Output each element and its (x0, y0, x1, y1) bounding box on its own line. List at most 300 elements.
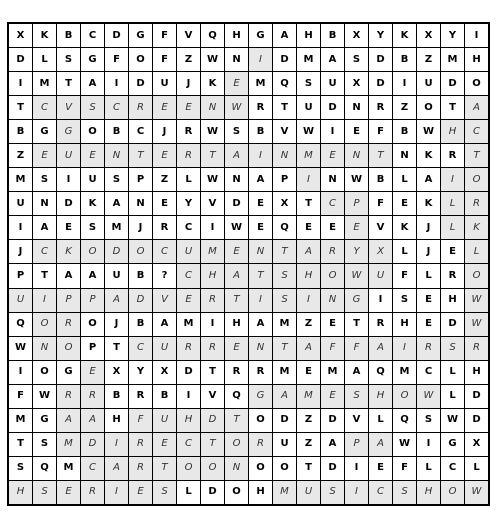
letter-cell[interactable]: I (393, 337, 416, 360)
letter-cell[interactable]: E (33, 144, 56, 167)
letter-cell[interactable]: U (9, 289, 32, 312)
letter-cell[interactable]: S (33, 481, 56, 504)
letter-cell[interactable]: J (129, 216, 152, 239)
letter-cell[interactable]: W (201, 48, 224, 71)
letter-cell[interactable]: D (441, 313, 464, 336)
letter-cell[interactable]: Q (393, 409, 416, 432)
letter-cell[interactable]: H (441, 120, 464, 143)
letter-cell[interactable]: H (369, 385, 392, 408)
letter-cell[interactable]: M (273, 481, 296, 504)
letter-cell[interactable]: O (465, 72, 488, 95)
letter-cell[interactable]: W (417, 385, 440, 408)
letter-cell[interactable]: I (105, 433, 128, 456)
letter-cell[interactable]: O (129, 48, 152, 71)
letter-cell[interactable]: J (177, 72, 200, 95)
letter-cell[interactable]: W (465, 289, 488, 312)
letter-cell[interactable]: D (105, 24, 128, 47)
letter-cell[interactable]: O (81, 313, 104, 336)
letter-cell[interactable]: I (105, 72, 128, 95)
letter-cell[interactable]: R (201, 337, 224, 360)
letter-cell[interactable]: Z (297, 409, 320, 432)
letter-cell[interactable]: A (225, 264, 248, 287)
letter-cell[interactable]: Z (297, 433, 320, 456)
letter-cell[interactable]: I (369, 289, 392, 312)
letter-cell[interactable]: O (225, 481, 248, 504)
letter-cell[interactable]: B (129, 264, 152, 287)
letter-cell[interactable]: S (153, 481, 176, 504)
letter-cell[interactable]: O (393, 385, 416, 408)
letter-cell[interactable]: F (153, 24, 176, 47)
letter-cell[interactable]: Q (225, 385, 248, 408)
letter-cell[interactable]: R (225, 361, 248, 384)
letter-cell[interactable]: K (393, 216, 416, 239)
letter-cell[interactable]: F (393, 457, 416, 480)
letter-cell[interactable]: O (33, 361, 56, 384)
letter-cell[interactable]: O (249, 409, 272, 432)
letter-cell[interactable]: W (465, 481, 488, 504)
letter-cell[interactable]: R (177, 120, 200, 143)
letter-cell[interactable]: Q (201, 24, 224, 47)
letter-cell[interactable]: N (321, 289, 344, 312)
letter-cell[interactable]: I (57, 168, 80, 191)
letter-cell[interactable]: U (297, 481, 320, 504)
letter-cell[interactable]: B (393, 48, 416, 71)
letter-cell[interactable]: N (225, 48, 248, 71)
letter-cell[interactable]: M (201, 240, 224, 263)
letter-cell[interactable]: N (201, 96, 224, 119)
letter-cell[interactable]: Z (297, 313, 320, 336)
letter-cell[interactable]: B (153, 385, 176, 408)
letter-cell[interactable]: L (417, 457, 440, 480)
letter-cell[interactable]: D (201, 409, 224, 432)
letter-cell[interactable]: C (129, 337, 152, 360)
letter-cell[interactable]: E (321, 385, 344, 408)
letter-cell[interactable]: A (81, 72, 104, 95)
letter-cell[interactable]: W (225, 216, 248, 239)
letter-cell[interactable]: M (9, 168, 32, 191)
letter-cell[interactable]: L (369, 409, 392, 432)
letter-cell[interactable]: M (273, 313, 296, 336)
letter-cell[interactable]: A (417, 168, 440, 191)
letter-cell[interactable]: E (345, 216, 368, 239)
letter-cell[interactable]: F (9, 385, 32, 408)
letter-cell[interactable]: C (33, 240, 56, 263)
letter-cell[interactable]: A (153, 313, 176, 336)
letter-cell[interactable]: H (177, 409, 200, 432)
letter-cell[interactable]: S (273, 289, 296, 312)
letter-cell[interactable]: J (417, 216, 440, 239)
letter-cell[interactable]: X (345, 24, 368, 47)
letter-cell[interactable]: O (57, 337, 80, 360)
letter-cell[interactable]: U (273, 433, 296, 456)
letter-cell[interactable]: L (177, 481, 200, 504)
letter-cell[interactable]: S (393, 289, 416, 312)
letter-cell[interactable]: T (273, 96, 296, 119)
letter-cell[interactable]: Z (177, 48, 200, 71)
letter-cell[interactable]: R (465, 192, 488, 215)
letter-cell[interactable]: C (33, 96, 56, 119)
letter-cell[interactable]: X (345, 72, 368, 95)
letter-cell[interactable]: T (273, 337, 296, 360)
letter-cell[interactable]: K (417, 144, 440, 167)
letter-cell[interactable]: Z (9, 144, 32, 167)
letter-cell[interactable]: P (81, 289, 104, 312)
letter-cell[interactable]: S (321, 481, 344, 504)
letter-cell[interactable]: R (201, 289, 224, 312)
letter-cell[interactable]: S (81, 216, 104, 239)
letter-cell[interactable]: Z (393, 96, 416, 119)
letter-cell[interactable]: H (393, 313, 416, 336)
letter-cell[interactable]: I (345, 457, 368, 480)
letter-cell[interactable]: I (249, 48, 272, 71)
letter-cell[interactable]: E (417, 289, 440, 312)
letter-cell[interactable]: D (201, 481, 224, 504)
letter-cell[interactable]: D (273, 409, 296, 432)
letter-cell[interactable]: M (393, 361, 416, 384)
letter-cell[interactable]: E (153, 433, 176, 456)
letter-cell[interactable]: F (369, 192, 392, 215)
letter-cell[interactable]: J (9, 240, 32, 263)
letter-cell[interactable]: C (465, 120, 488, 143)
letter-cell[interactable]: R (321, 240, 344, 263)
letter-cell[interactable]: P (9, 264, 32, 287)
letter-cell[interactable]: U (105, 264, 128, 287)
letter-cell[interactable]: M (321, 361, 344, 384)
letter-cell[interactable]: H (465, 48, 488, 71)
letter-cell[interactable]: D (129, 72, 152, 95)
letter-cell[interactable]: R (249, 361, 272, 384)
letter-cell[interactable]: D (9, 48, 32, 71)
letter-cell[interactable]: C (177, 216, 200, 239)
letter-cell[interactable]: K (57, 240, 80, 263)
letter-cell[interactable]: B (321, 24, 344, 47)
letter-cell[interactable]: S (105, 168, 128, 191)
letter-cell[interactable]: H (201, 264, 224, 287)
letter-cell[interactable]: I (321, 120, 344, 143)
letter-cell[interactable]: R (57, 385, 80, 408)
letter-cell[interactable]: W (417, 120, 440, 143)
letter-cell[interactable]: E (417, 313, 440, 336)
letter-cell[interactable]: I (249, 144, 272, 167)
letter-cell[interactable]: Q (369, 361, 392, 384)
letter-cell[interactable]: O (249, 457, 272, 480)
letter-cell[interactable]: R (177, 144, 200, 167)
letter-cell[interactable]: A (345, 361, 368, 384)
letter-cell[interactable]: D (57, 192, 80, 215)
letter-cell[interactable]: I (33, 289, 56, 312)
letter-cell[interactable]: H (441, 289, 464, 312)
letter-cell[interactable]: X (369, 240, 392, 263)
letter-cell[interactable]: S (297, 72, 320, 95)
letter-cell[interactable]: F (369, 120, 392, 143)
letter-cell[interactable]: P (57, 289, 80, 312)
letter-cell[interactable]: E (441, 240, 464, 263)
letter-cell[interactable]: W (201, 168, 224, 191)
letter-cell[interactable]: A (369, 433, 392, 456)
letter-cell[interactable]: R (465, 337, 488, 360)
letter-cell[interactable]: I (201, 313, 224, 336)
letter-cell[interactable]: R (369, 96, 392, 119)
letter-cell[interactable]: I (9, 361, 32, 384)
letter-cell[interactable]: R (129, 457, 152, 480)
letter-cell[interactable]: J (153, 120, 176, 143)
letter-cell[interactable]: I (249, 289, 272, 312)
letter-cell[interactable]: P (81, 337, 104, 360)
letter-cell[interactable]: I (9, 216, 32, 239)
letter-cell[interactable]: C (177, 433, 200, 456)
letter-cell[interactable]: W (297, 120, 320, 143)
letter-cell[interactable]: O (177, 457, 200, 480)
letter-cell[interactable]: I (441, 168, 464, 191)
letter-cell[interactable]: D (321, 409, 344, 432)
letter-cell[interactable]: A (225, 144, 248, 167)
letter-cell[interactable]: O (321, 264, 344, 287)
letter-cell[interactable]: V (201, 385, 224, 408)
letter-cell[interactable]: Y (177, 192, 200, 215)
letter-cell[interactable]: Y (441, 24, 464, 47)
letter-cell[interactable]: C (105, 96, 128, 119)
letter-cell[interactable]: T (9, 96, 32, 119)
letter-cell[interactable]: S (81, 96, 104, 119)
letter-cell[interactable]: E (177, 289, 200, 312)
letter-cell[interactable]: R (249, 96, 272, 119)
letter-cell[interactable]: T (249, 264, 272, 287)
letter-cell[interactable]: A (105, 457, 128, 480)
letter-cell[interactable]: A (81, 264, 104, 287)
letter-cell[interactable]: F (321, 337, 344, 360)
letter-cell[interactable]: N (129, 192, 152, 215)
letter-cell[interactable]: G (345, 289, 368, 312)
letter-cell[interactable]: T (201, 361, 224, 384)
letter-cell[interactable]: K (417, 192, 440, 215)
letter-cell[interactable]: S (225, 120, 248, 143)
letter-cell[interactable]: P (273, 168, 296, 191)
letter-cell[interactable]: F (393, 264, 416, 287)
letter-cell[interactable]: L (465, 457, 488, 480)
letter-cell[interactable]: V (369, 216, 392, 239)
letter-cell[interactable]: M (57, 433, 80, 456)
letter-cell[interactable]: R (249, 433, 272, 456)
letter-cell[interactable]: D (225, 192, 248, 215)
letter-cell[interactable]: A (249, 168, 272, 191)
letter-cell[interactable]: R (129, 96, 152, 119)
letter-cell[interactable]: H (105, 409, 128, 432)
letter-cell[interactable]: A (297, 337, 320, 360)
letter-cell[interactable]: P (345, 433, 368, 456)
letter-cell[interactable]: O (273, 457, 296, 480)
letter-cell[interactable]: E (369, 457, 392, 480)
letter-cell[interactable]: M (105, 216, 128, 239)
letter-cell[interactable]: C (129, 120, 152, 143)
letter-cell[interactable]: G (249, 385, 272, 408)
letter-cell[interactable]: M (33, 72, 56, 95)
letter-cell[interactable]: D (81, 433, 104, 456)
letter-cell[interactable]: G (33, 409, 56, 432)
letter-cell[interactable]: U (9, 192, 32, 215)
letter-cell[interactable]: N (225, 457, 248, 480)
letter-cell[interactable]: E (249, 192, 272, 215)
letter-cell[interactable]: S (441, 337, 464, 360)
letter-cell[interactable]: S (33, 433, 56, 456)
letter-cell[interactable]: J (105, 313, 128, 336)
letter-cell[interactable]: U (81, 168, 104, 191)
letter-cell[interactable]: A (33, 216, 56, 239)
letter-cell[interactable]: W (465, 313, 488, 336)
letter-cell[interactable]: N (321, 168, 344, 191)
letter-cell[interactable]: W (345, 168, 368, 191)
letter-cell[interactable]: O (129, 240, 152, 263)
letter-cell[interactable]: D (321, 96, 344, 119)
letter-cell[interactable]: I (417, 433, 440, 456)
letter-cell[interactable]: W (33, 385, 56, 408)
letter-cell[interactable]: R (441, 264, 464, 287)
letter-cell[interactable]: E (393, 192, 416, 215)
letter-cell[interactable]: Y (345, 240, 368, 263)
letter-cell[interactable]: D (441, 72, 464, 95)
letter-cell[interactable]: F (129, 409, 152, 432)
letter-cell[interactable]: C (417, 361, 440, 384)
letter-cell[interactable]: C (81, 24, 104, 47)
letter-cell[interactable]: E (321, 144, 344, 167)
letter-cell[interactable]: V (273, 120, 296, 143)
letter-cell[interactable]: I (465, 24, 488, 47)
letter-cell[interactable]: D (369, 48, 392, 71)
letter-cell[interactable]: R (129, 433, 152, 456)
letter-cell[interactable]: T (297, 457, 320, 480)
letter-cell[interactable]: L (441, 192, 464, 215)
letter-cell[interactable]: N (105, 144, 128, 167)
letter-cell[interactable]: D (369, 72, 392, 95)
letter-cell[interactable]: A (249, 313, 272, 336)
letter-cell[interactable]: O (33, 313, 56, 336)
letter-cell[interactable]: W (9, 337, 32, 360)
letter-cell[interactable]: Q (33, 457, 56, 480)
letter-cell[interactable]: A (81, 409, 104, 432)
letter-cell[interactable]: U (153, 337, 176, 360)
letter-cell[interactable]: X (273, 192, 296, 215)
letter-cell[interactable]: T (201, 144, 224, 167)
letter-cell[interactable]: N (33, 337, 56, 360)
letter-cell[interactable]: A (57, 409, 80, 432)
letter-cell[interactable]: R (129, 385, 152, 408)
letter-cell[interactable]: O (465, 168, 488, 191)
letter-cell[interactable]: O (441, 481, 464, 504)
letter-cell[interactable]: S (57, 48, 80, 71)
letter-cell[interactable]: A (273, 24, 296, 47)
letter-cell[interactable]: U (297, 96, 320, 119)
letter-cell[interactable]: N (273, 144, 296, 167)
letter-cell[interactable]: E (225, 72, 248, 95)
letter-cell[interactable]: L (441, 216, 464, 239)
letter-cell[interactable]: E (297, 216, 320, 239)
letter-cell[interactable]: H (249, 481, 272, 504)
letter-cell[interactable]: A (321, 433, 344, 456)
letter-cell[interactable]: R (81, 481, 104, 504)
letter-cell[interactable]: H (225, 24, 248, 47)
letter-cell[interactable]: S (9, 457, 32, 480)
letter-cell[interactable]: L (33, 48, 56, 71)
letter-cell[interactable]: E (81, 361, 104, 384)
letter-cell[interactable]: U (369, 264, 392, 287)
letter-cell[interactable]: E (153, 96, 176, 119)
letter-cell[interactable]: E (225, 240, 248, 263)
letter-cell[interactable]: G (33, 120, 56, 143)
letter-cell[interactable]: B (9, 120, 32, 143)
letter-cell[interactable]: H (297, 264, 320, 287)
letter-cell[interactable]: S (33, 168, 56, 191)
letter-cell[interactable]: Q (273, 216, 296, 239)
letter-cell[interactable]: C (369, 481, 392, 504)
letter-cell[interactable]: K (393, 24, 416, 47)
letter-cell[interactable]: V (201, 192, 224, 215)
letter-cell[interactable]: M (177, 313, 200, 336)
letter-cell[interactable]: K (33, 24, 56, 47)
letter-cell[interactable]: B (369, 168, 392, 191)
letter-cell[interactable]: R (369, 313, 392, 336)
letter-cell[interactable]: X (417, 24, 440, 47)
letter-cell[interactable]: W (393, 433, 416, 456)
letter-cell[interactable]: T (33, 264, 56, 287)
letter-cell[interactable]: F (105, 48, 128, 71)
letter-cell[interactable]: D (465, 409, 488, 432)
letter-cell[interactable]: E (177, 96, 200, 119)
letter-cell[interactable]: E (153, 144, 176, 167)
letter-cell[interactable]: H (297, 24, 320, 47)
letter-cell[interactable]: I (9, 72, 32, 95)
letter-cell[interactable]: I (177, 385, 200, 408)
letter-cell[interactable]: O (417, 96, 440, 119)
letter-cell[interactable]: L (441, 361, 464, 384)
letter-cell[interactable]: E (345, 120, 368, 143)
letter-cell[interactable]: T (465, 144, 488, 167)
letter-cell[interactable]: P (129, 168, 152, 191)
letter-cell[interactable]: F (153, 48, 176, 71)
letter-cell[interactable]: B (105, 120, 128, 143)
letter-cell[interactable]: E (153, 192, 176, 215)
letter-cell[interactable]: X (465, 433, 488, 456)
letter-cell[interactable]: U (177, 240, 200, 263)
letter-cell[interactable]: N (393, 144, 416, 167)
letter-cell[interactable]: U (153, 409, 176, 432)
letter-cell[interactable]: O (225, 433, 248, 456)
letter-cell[interactable]: R (81, 385, 104, 408)
letter-cell[interactable]: E (129, 481, 152, 504)
letter-cell[interactable]: A (465, 96, 488, 119)
letter-cell[interactable]: G (57, 361, 80, 384)
letter-cell[interactable]: K (201, 72, 224, 95)
letter-cell[interactable]: E (321, 216, 344, 239)
letter-cell[interactable]: E (297, 361, 320, 384)
letter-cell[interactable]: E (321, 313, 344, 336)
letter-cell[interactable]: S (345, 385, 368, 408)
letter-cell[interactable]: R (177, 337, 200, 360)
letter-cell[interactable]: M (9, 409, 32, 432)
letter-cell[interactable]: T (225, 289, 248, 312)
letter-cell[interactable]: I (201, 216, 224, 239)
letter-cell[interactable]: H (9, 481, 32, 504)
letter-cell[interactable]: T (441, 96, 464, 119)
letter-cell[interactable]: V (57, 96, 80, 119)
letter-cell[interactable]: U (153, 72, 176, 95)
letter-cell[interactable]: T (273, 240, 296, 263)
letter-cell[interactable]: T (345, 313, 368, 336)
letter-cell[interactable]: N (345, 144, 368, 167)
letter-cell[interactable]: N (33, 192, 56, 215)
letter-cell[interactable]: N (249, 337, 272, 360)
letter-cell[interactable]: C (177, 264, 200, 287)
letter-cell[interactable]: G (129, 24, 152, 47)
letter-cell[interactable]: N (345, 96, 368, 119)
